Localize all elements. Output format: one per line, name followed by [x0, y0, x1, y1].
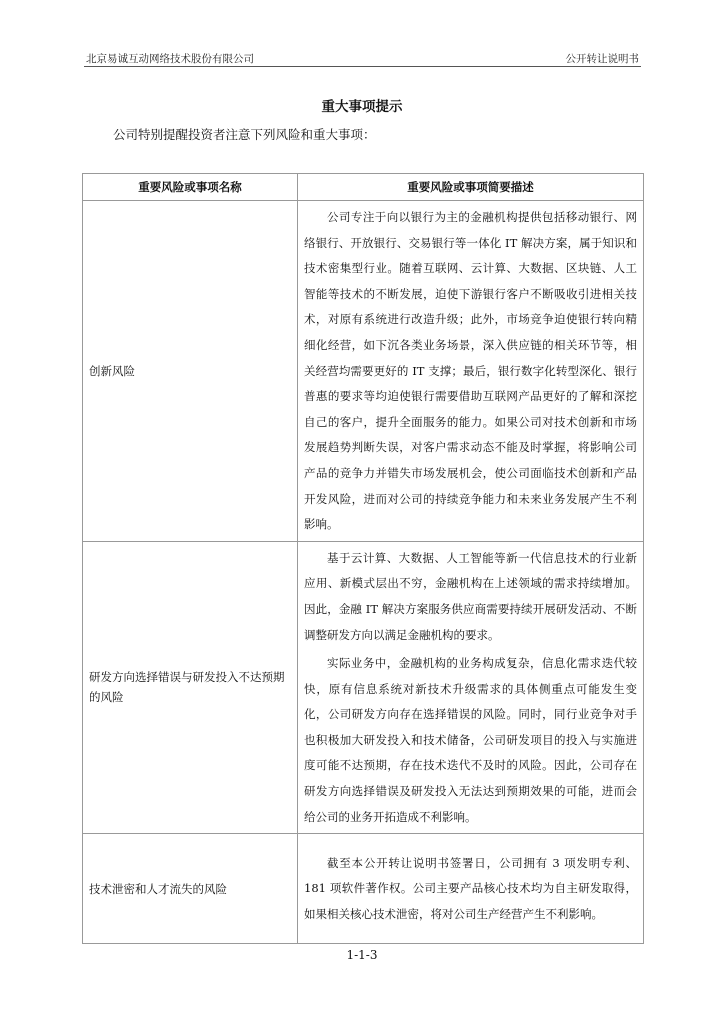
table-header-row	[83, 174, 644, 201]
description-paragraph: 公司专注于向以银行为主的金融机构提供包括移动银行、网络银行、开放银行、交易银行等一体化 IT 解决方案，属于知识和技术密集型行业。随着互联网、云计算、大数据、区块链、人工智能等技术的不断发展，迫使下游银行客户不断吸收引进相关技术，对原有系统进行改造升级；此外，市场竞争迫使银行转向精细化经营，如下沉各类业务场景，深入供应链的相关环节等，相关经营均需要更好的 IT 支撑；最后，银行数字化转型深化、银行普惠的要求等均迫使银行需要借助互联网产品更好的了解和深挖自己的客户，提升全面服务的能力。如果公司对技术创新和市场发展趋势判断失误，对客户需求动态不能及时掌握，将影响公司产品的竞争力并错失市场发展机会，使公司面临技术创新和产品开发风险，进而对公司的持续竞争能力和未来业务发展产生不利影响。	[304, 210, 637, 532]
page-number: 1-1-3	[346, 948, 378, 962]
column-header-name: 重要风险或事项名称	[83, 174, 298, 201]
risk-table	[82, 173, 644, 944]
description-paragraph: 实际业务中，金融机构的业务构成复杂，信息化需求迭代较快，原有信息系统对新技术升级需求的具体侧重点可能发生变化，公司研发方向存在选择错误的风险。同时，同行业竞争对手也积极加大研发投入和技术储备，公司研发项目的投入与实施进度可能不达预期，存在技术迭代不及时的风险。因此，公司存在研发方向选择错误及研发投入无法达到预期效果的可能，进而会给公司的业务开拓造成不利影响。	[304, 656, 637, 824]
risk-name: 技术泄密和人才流失的风险	[83, 834, 298, 944]
risk-name: 创新风险	[83, 201, 298, 542]
risk-description	[298, 201, 644, 542]
table-row	[83, 834, 644, 944]
page-title: 重大事项提示	[321, 99, 403, 115]
header-company-name: 北京易诚互动网络技术股份有限公司	[86, 53, 254, 65]
risk-description	[298, 834, 644, 944]
risk-description	[298, 541, 644, 834]
header-divider	[84, 66, 641, 67]
header-document-name: 公开转让说明书	[565, 53, 639, 65]
description-paragraph: 基于云计算、大数据、人工智能等新一代信息技术的行业新应用、新模式层出不穷，金融机构在上述领域的需求持续增加。因此，金融 IT 解决方案服务供应商需要持续开展研发活动、不断调整研发方向以满足金融机构的要求。	[304, 550, 637, 642]
table-row	[83, 201, 644, 542]
risk-name: 研发方向选择错误与研发投入不达预期的风险	[83, 541, 298, 834]
intro-text: 公司特别提醒投资者注意下列风险和重大事项：	[113, 127, 376, 142]
table-row	[83, 541, 644, 834]
column-header-description: 重要风险或事项简要描述	[298, 174, 644, 201]
description-paragraph: 截至本公开转让说明书签署日，公司拥有 3 项发明专利、181 项软件著作权。公司主要产品核心技术均为自主研发取得，如果相关核心技术泄密，将对公司生产经营产生不利影响。	[304, 855, 637, 922]
